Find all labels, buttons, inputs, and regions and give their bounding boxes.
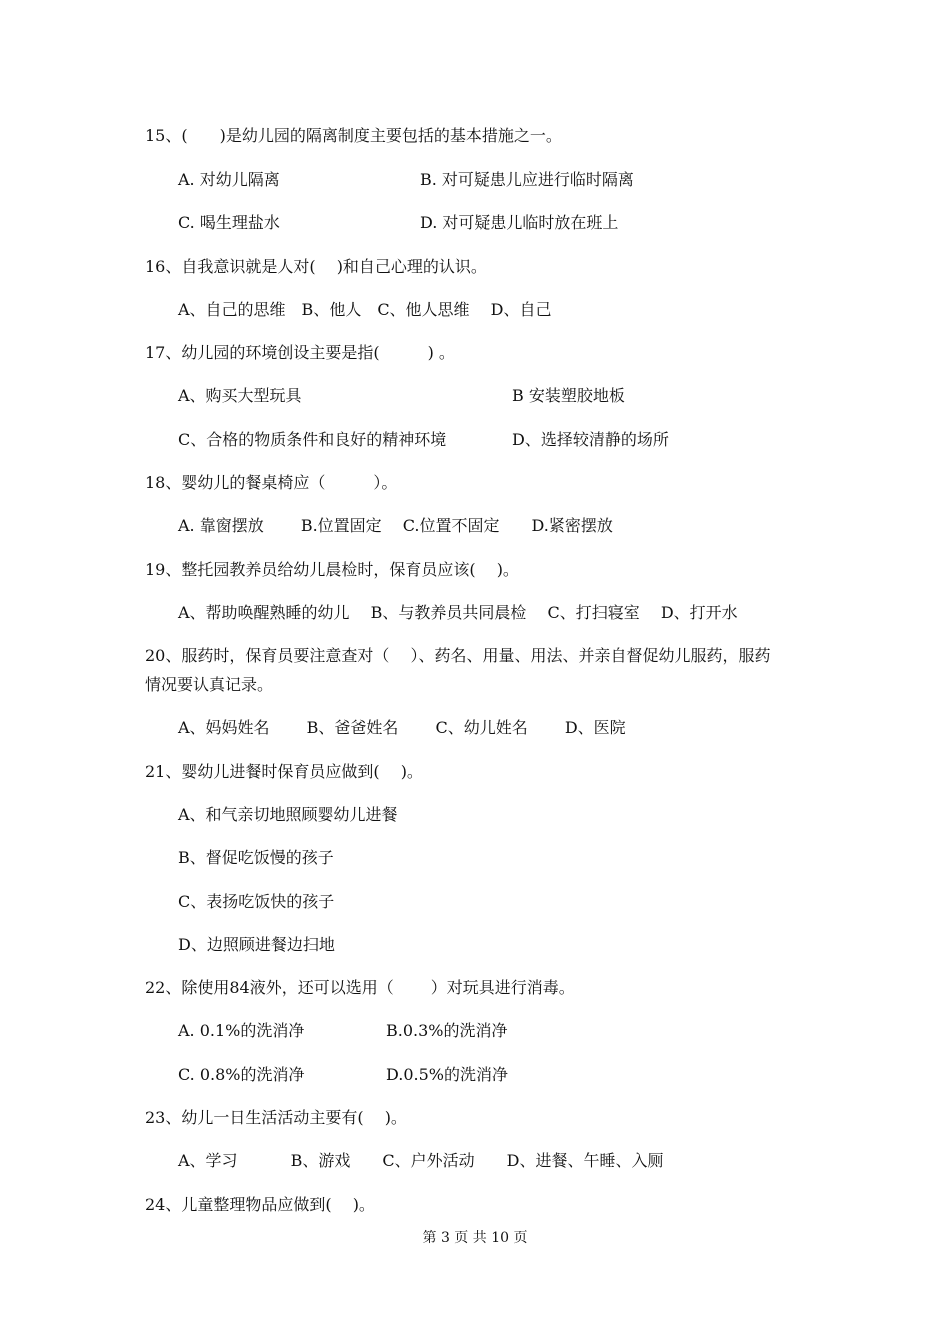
options-23: A、学习 B、游戏 C、户外活动 D、进餐、午睡、入厕 bbox=[178, 1151, 664, 1170]
option-22-d: D.0.5%的洗消净 bbox=[386, 1065, 508, 1084]
question-15: 15、( )是幼儿园的隔离制度主要包括的基本措施之一。 bbox=[145, 126, 562, 145]
options-18: A. 靠窗摆放 B.位置固定 C.位置不固定 D.紧密摆放 bbox=[178, 516, 613, 535]
option-17-a: A、购买大型玩具 bbox=[178, 386, 302, 405]
option-15-a: A. 对幼儿隔离 bbox=[178, 170, 280, 189]
question-23: 23、幼儿一日生活活动主要有( )。 bbox=[145, 1108, 407, 1127]
question-19: 19、整托园教养员给幼儿晨检时，保育员应该( )。 bbox=[145, 560, 519, 579]
question-16: 16、自我意识就是人对( )和自己心理的认识。 bbox=[145, 257, 487, 276]
option-22-b: B.0.3%的洗消净 bbox=[386, 1021, 508, 1040]
option-21-a: A、和气亲切地照顾婴幼儿进餐 bbox=[178, 805, 398, 824]
option-17-b: B 安装塑胶地板 bbox=[512, 386, 625, 405]
question-20-continued: 情况要认真记录。 bbox=[145, 675, 274, 694]
option-22-a: A. 0.1%的洗消净 bbox=[178, 1021, 305, 1040]
option-15-c: C. 喝生理盐水 bbox=[178, 213, 280, 232]
question-21: 21、婴幼儿进餐时保育员应做到( )。 bbox=[145, 762, 423, 781]
option-21-c: C、表扬吃饭快的孩子 bbox=[178, 892, 335, 911]
question-20: 20、服药时，保育员要注意查对（ ）、药名、用量、用法、并亲自督促幼儿服药，服药 bbox=[145, 646, 771, 665]
option-15-b: B. 对可疑患儿应进行临时隔离 bbox=[420, 170, 634, 189]
question-24: 24、儿童整理物品应做到( )。 bbox=[145, 1195, 375, 1214]
options-16: A、自己的思维 B、他人 C、他人思维 D、自己 bbox=[178, 300, 552, 319]
option-17-d: D、选择较清静的场所 bbox=[512, 430, 669, 449]
page-number-footer: 第 3 页 共 10 页 bbox=[422, 1230, 528, 1246]
option-21-b: B、督促吃饭慢的孩子 bbox=[178, 848, 334, 867]
option-22-c: C. 0.8%的洗消净 bbox=[178, 1065, 305, 1084]
question-18: 18、婴幼儿的餐桌椅应（ ）。 bbox=[145, 473, 398, 492]
options-19: A、帮助唤醒熟睡的幼儿 B、与教养员共同晨检 C、打扫寝室 D、打开水 bbox=[178, 603, 738, 622]
option-21-d: D、边照顾进餐边扫地 bbox=[178, 935, 335, 954]
option-17-c: C、合格的物质条件和良好的精神环境 bbox=[178, 430, 447, 449]
options-20: A、妈妈姓名 B、爸爸姓名 C、幼儿姓名 D、医院 bbox=[178, 718, 626, 737]
question-17: 17、幼儿园的环境创设主要是指( ) 。 bbox=[145, 343, 455, 362]
question-22: 22、除使用84液外，还可以选用（ ）对玩具进行消毒。 bbox=[145, 978, 575, 997]
option-15-d: D. 对可疑患儿临时放在班上 bbox=[420, 213, 619, 232]
